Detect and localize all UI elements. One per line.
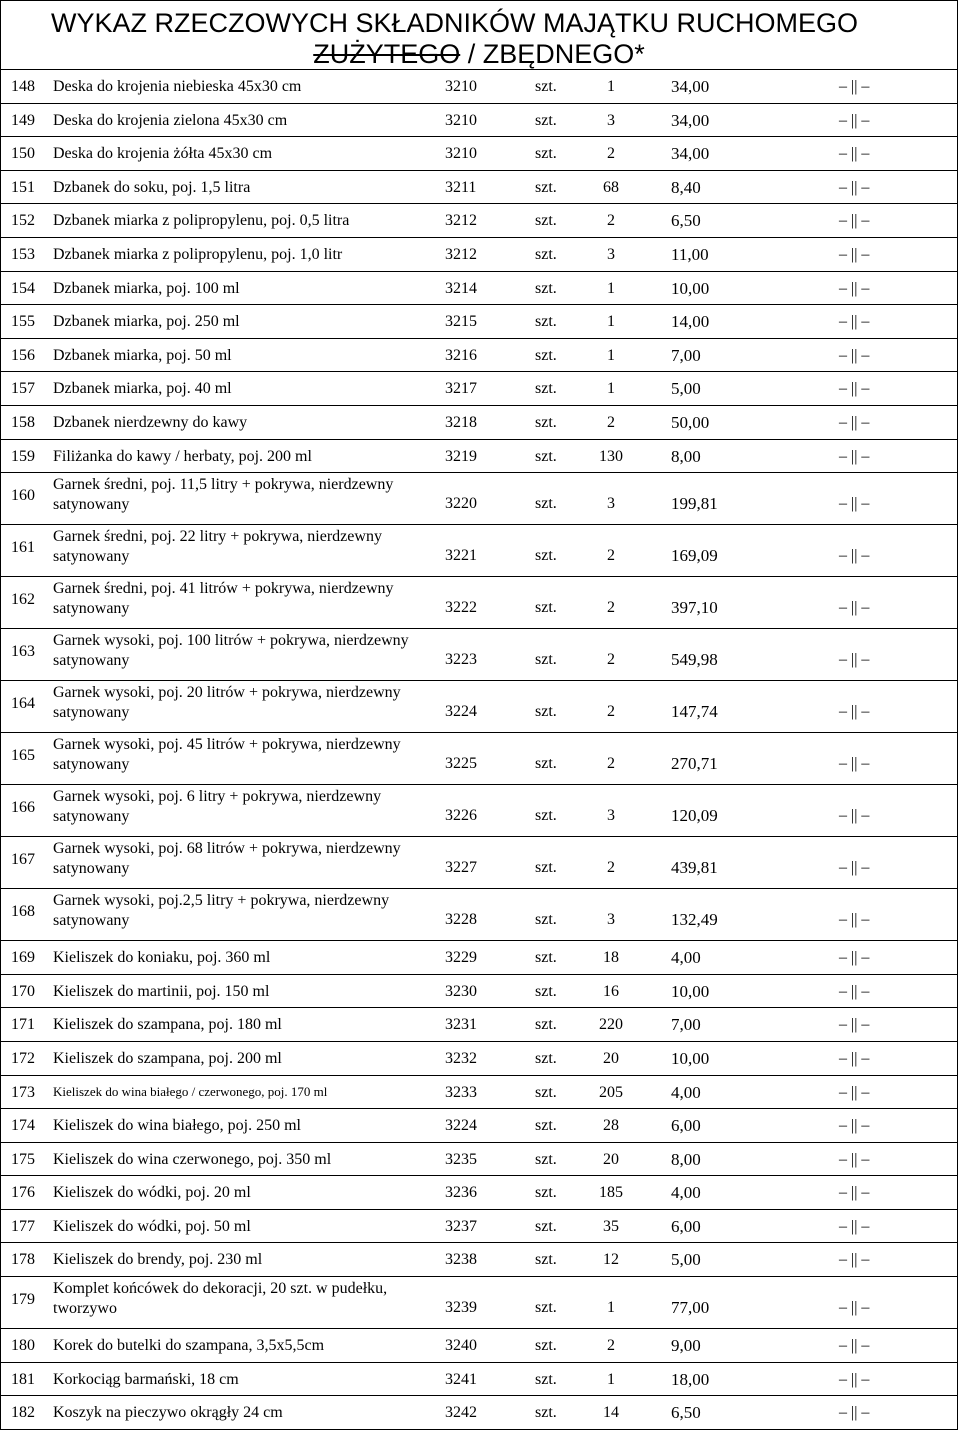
item-unit: szt. (535, 145, 557, 163)
item-index: 3232 (445, 1049, 477, 1067)
item-unit: szt. (535, 447, 557, 465)
item-price: 50,00 (671, 412, 710, 432)
item-quantity: 2 (607, 547, 615, 565)
table-row (0, 104, 958, 138)
item-quantity: 220 (599, 1016, 623, 1034)
item-index: 3223 (445, 651, 477, 669)
item-name: Dzbanek miarka, poj. 50 ml (53, 346, 232, 364)
table-row (0, 406, 958, 440)
row-number: 163 (11, 643, 35, 661)
item-price: 5,00 (671, 1250, 701, 1270)
ditto-mark: – || – (839, 212, 870, 230)
document-header (0, 0, 958, 70)
item-name: Dzbanek miarka z polipropylenu, poj. 1,0 litr (53, 245, 343, 263)
row-number: 168 (11, 903, 35, 921)
ditto-mark: – || – (839, 145, 870, 163)
row-number: 176 (11, 1184, 35, 1202)
ditto-mark: – || – (839, 599, 870, 617)
item-name: Dzbanek miarka, poj. 40 ml (53, 380, 232, 398)
ditto-mark: – || – (839, 1251, 870, 1269)
table-row (0, 525, 958, 577)
item-unit: szt. (535, 859, 557, 877)
item-quantity: 2 (607, 1337, 615, 1355)
item-index: 3224 (445, 703, 477, 721)
item-index: 3229 (445, 949, 477, 967)
subtitle-rest: / ZBĘDNEGO* (460, 39, 645, 69)
item-quantity: 3 (607, 245, 615, 263)
item-index: 3228 (445, 911, 477, 929)
ditto-mark: – || – (839, 1299, 870, 1317)
table-row (0, 629, 958, 681)
item-price: 8,00 (671, 446, 701, 466)
item-name: Deska do krojenia niebieska 45x30 cm (53, 78, 302, 95)
item-unit: szt. (535, 1370, 557, 1388)
ditto-mark: – || – (839, 346, 870, 364)
row-number: 167 (11, 851, 35, 869)
item-quantity: 28 (603, 1117, 619, 1135)
ditto-mark: – || – (839, 1404, 870, 1422)
item-index: 3231 (445, 1016, 477, 1034)
item-unit: szt. (535, 703, 557, 721)
row-number: 161 (11, 539, 35, 557)
row-number: 179 (11, 1291, 35, 1309)
table-row (0, 1396, 958, 1430)
item-index: 3225 (445, 755, 477, 773)
item-quantity: 2 (607, 755, 615, 773)
item-unit: szt. (535, 313, 557, 331)
document-title: WYKAZ RZECZOWYCH SKŁADNIKÓW MAJĄTKU RUCHOMEGO (51, 8, 859, 38)
item-index: 3224 (445, 1117, 477, 1135)
ditto-mark: – || – (839, 1083, 870, 1101)
item-index: 3233 (445, 1083, 477, 1101)
table-row (0, 889, 958, 941)
item-price: 4,00 (671, 1183, 701, 1203)
item-unit: szt. (535, 599, 557, 617)
item-unit: szt. (535, 1217, 557, 1235)
table-row (0, 1076, 958, 1110)
ditto-mark: – || – (839, 547, 870, 565)
item-quantity: 1 (607, 1370, 615, 1388)
item-price: 132,49 (671, 910, 718, 930)
item-name: Dzbanek miarka z polipropylenu, poj. 0,5 litra (53, 212, 350, 230)
item-name: Kieliszek do wódki, poj. 50 ml (53, 1217, 251, 1235)
item-unit: szt. (535, 1251, 557, 1269)
row-number: 177 (11, 1217, 35, 1235)
table-row (0, 204, 958, 238)
item-quantity: 2 (607, 145, 615, 163)
item-quantity: 1 (607, 380, 615, 398)
row-number: 156 (11, 346, 35, 364)
item-name: Garnek wysoki, poj. 20 litrów + pokrywa, nierdzewny satynowany (53, 684, 401, 722)
ditto-mark: – || – (839, 949, 870, 967)
ditto-mark: – || – (839, 245, 870, 263)
ditto-mark: – || – (839, 313, 870, 331)
table-row (0, 1143, 958, 1177)
item-quantity: 1 (607, 313, 615, 331)
item-index: 3235 (445, 1150, 477, 1168)
item-price: 397,10 (671, 598, 718, 618)
item-name: Garnek wysoki, poj. 68 litrów + pokrywa, nierdzewny satynowany (53, 840, 401, 878)
ditto-mark: – || – (839, 1016, 870, 1034)
row-number: 160 (11, 487, 35, 505)
row-number: 164 (11, 695, 35, 713)
item-name: Kieliszek do koniaku, poj. 360 ml (53, 949, 271, 967)
item-name: Korek do butelki do szampana, 3,5x5,5cm (53, 1337, 325, 1355)
item-unit: szt. (535, 807, 557, 825)
item-index: 3240 (445, 1337, 477, 1355)
item-price: 6,00 (671, 1116, 701, 1136)
inventory-table (0, 70, 958, 1430)
item-unit: szt. (535, 982, 557, 1000)
ditto-mark: – || – (839, 1217, 870, 1235)
item-price: 8,00 (671, 1149, 701, 1169)
item-unit: szt. (535, 911, 557, 929)
item-name: Filiżanka do kawy / herbaty, poj. 200 ml (53, 447, 312, 465)
row-number: 170 (11, 982, 35, 1000)
item-name: Garnek wysoki, poj. 45 litrów + pokrywa, nierdzewny satynowany (53, 736, 401, 774)
item-price: 169,09 (671, 546, 718, 566)
item-quantity: 16 (603, 982, 619, 1000)
item-unit: szt. (535, 245, 557, 263)
item-price: 18,00 (671, 1369, 710, 1389)
item-unit: szt. (535, 178, 557, 196)
table-row (0, 1277, 958, 1329)
table-row (0, 681, 958, 733)
item-name: Kieliszek do szampana, poj. 180 ml (53, 1016, 282, 1034)
item-price: 10,00 (671, 981, 710, 1001)
ditto-mark: – || – (839, 1049, 870, 1067)
item-index: 3218 (445, 413, 477, 431)
table-row (0, 70, 958, 104)
item-unit: szt. (535, 755, 557, 773)
table-row (0, 1176, 958, 1210)
ditto-mark: – || – (839, 911, 870, 929)
item-unit: szt. (535, 1083, 557, 1101)
table-row (0, 577, 958, 629)
item-name: Kieliszek do szampana, poj. 200 ml (53, 1049, 282, 1067)
ditto-mark: – || – (839, 447, 870, 465)
table-row (0, 837, 958, 889)
item-price: 4,00 (671, 948, 701, 968)
item-unit: szt. (535, 279, 557, 297)
table-row (0, 1042, 958, 1076)
table-row (0, 238, 958, 272)
item-quantity: 185 (599, 1184, 623, 1202)
table-row (0, 1243, 958, 1277)
item-unit: szt. (535, 1299, 557, 1317)
struck-word: ZUŻYTEGO (313, 39, 461, 69)
table-row (0, 272, 958, 306)
item-unit: szt. (535, 1150, 557, 1168)
ditto-mark: – || – (839, 111, 870, 129)
item-name: Kieliszek do martinii, poj. 150 ml (53, 982, 270, 1000)
item-price: 4,00 (671, 1082, 701, 1102)
item-quantity: 3 (607, 495, 615, 513)
item-price: 439,81 (671, 858, 718, 878)
item-price: 6,50 (671, 211, 701, 231)
item-unit: szt. (535, 1184, 557, 1202)
item-quantity: 205 (599, 1083, 623, 1101)
item-name: Korkociąg barmański, 18 cm (53, 1370, 239, 1388)
item-quantity: 2 (607, 413, 615, 431)
item-index: 3210 (445, 145, 477, 163)
item-quantity: 20 (603, 1150, 619, 1168)
item-price: 34,00 (671, 110, 710, 130)
item-name: Kieliszek do wina białego, poj. 250 ml (53, 1117, 301, 1135)
item-name: Deska do krojenia żółta 45x30 cm (53, 145, 273, 163)
ditto-mark: – || – (839, 1150, 870, 1168)
item-index: 3212 (445, 245, 477, 263)
ditto-mark: – || – (839, 1370, 870, 1388)
item-name: Garnek wysoki, poj.2,5 litry + pokrywa, nierdzewny satynowany (53, 892, 390, 930)
item-name: Kieliszek do brendy, poj. 230 ml (53, 1251, 263, 1269)
row-number: 162 (11, 591, 35, 609)
item-unit: szt. (535, 651, 557, 669)
item-index: 3227 (445, 859, 477, 877)
item-unit: szt. (535, 949, 557, 967)
item-quantity: 1 (607, 78, 615, 95)
ditto-mark: – || – (839, 495, 870, 513)
ditto-mark: – || – (839, 1184, 870, 1202)
item-price: 120,09 (671, 806, 718, 826)
item-quantity: 2 (607, 212, 615, 230)
item-price: 10,00 (671, 1048, 710, 1068)
table-row (0, 1008, 958, 1042)
table-row (0, 305, 958, 339)
ditto-mark: – || – (839, 651, 870, 669)
row-number: 159 (11, 447, 35, 465)
row-number: 175 (11, 1150, 35, 1168)
item-unit: szt. (535, 380, 557, 398)
item-unit: szt. (535, 111, 557, 129)
item-quantity: 2 (607, 859, 615, 877)
item-price: 6,00 (671, 1216, 701, 1236)
item-unit: szt. (535, 346, 557, 364)
table-row (0, 372, 958, 406)
item-unit: szt. (535, 1049, 557, 1067)
item-index: 3211 (445, 178, 477, 196)
item-price: 147,74 (671, 702, 718, 722)
item-price: 199,81 (671, 494, 718, 514)
item-quantity: 2 (607, 703, 615, 721)
item-unit: szt. (535, 1117, 557, 1135)
item-unit: szt. (535, 1016, 557, 1034)
table-row (0, 339, 958, 373)
row-number: 157 (11, 380, 35, 398)
table-row (0, 1363, 958, 1397)
ditto-mark: – || – (839, 755, 870, 773)
row-number: 153 (11, 245, 35, 263)
row-number: 150 (11, 145, 35, 163)
item-index: 3212 (445, 212, 477, 230)
item-index: 3230 (445, 982, 477, 1000)
item-quantity: 18 (603, 949, 619, 967)
item-index: 3236 (445, 1184, 477, 1202)
ditto-mark: – || – (839, 1337, 870, 1355)
item-name: Garnek średni, poj. 41 litrów + pokrywa, nierdzewny satynowany (53, 580, 394, 618)
item-unit: szt. (535, 1404, 557, 1422)
item-index: 3238 (445, 1251, 477, 1269)
ditto-mark: – || – (839, 859, 870, 877)
row-number: 182 (11, 1404, 35, 1422)
item-quantity: 20 (603, 1049, 619, 1067)
item-unit: szt. (535, 547, 557, 565)
item-quantity: 1 (607, 346, 615, 364)
row-number: 174 (11, 1117, 35, 1135)
row-number: 165 (11, 747, 35, 765)
row-number: 173 (11, 1083, 35, 1101)
item-index: 3237 (445, 1217, 477, 1235)
item-unit: szt. (535, 1337, 557, 1355)
item-price: 34,00 (671, 77, 710, 96)
item-price: 14,00 (671, 312, 710, 332)
item-unit: szt. (535, 495, 557, 513)
item-price: 270,71 (671, 754, 718, 774)
table-row (0, 1109, 958, 1143)
table-row (0, 473, 958, 525)
row-number: 180 (11, 1337, 35, 1355)
item-name: Komplet końcówek do dekoracji, 20 szt. w pudełku, tworzywo (53, 1280, 388, 1318)
item-name: Kieliszek do wina białego / czerwonego, poj. 170 ml (53, 1083, 328, 1099)
item-price: 10,00 (671, 278, 710, 298)
row-number: 166 (11, 799, 35, 817)
table-row (0, 975, 958, 1009)
item-index: 3217 (445, 380, 477, 398)
item-index: 3221 (445, 547, 477, 565)
item-price: 5,00 (671, 379, 701, 399)
row-number: 155 (11, 313, 35, 331)
item-name: Dzbanek do soku, poj. 1,5 litra (53, 178, 251, 196)
ditto-mark: – || – (839, 1117, 870, 1135)
item-name: Kieliszek do wina czerwonego, poj. 350 ml (53, 1150, 332, 1168)
table-row (0, 785, 958, 837)
item-price: 6,50 (671, 1403, 701, 1423)
item-price: 34,00 (671, 144, 710, 164)
item-name: Garnek średni, poj. 11,5 litry + pokrywa, nierdzewny satynowany (53, 476, 394, 514)
ditto-mark: – || – (839, 703, 870, 721)
item-unit: szt. (535, 78, 557, 95)
item-unit: szt. (535, 212, 557, 230)
table-row (0, 171, 958, 205)
item-index: 3241 (445, 1370, 477, 1388)
item-index: 3220 (445, 495, 477, 513)
item-index: 3210 (445, 78, 477, 95)
row-number: 178 (11, 1251, 35, 1269)
item-index: 3216 (445, 346, 477, 364)
item-name: Garnek wysoki, poj. 100 litrów + pokrywa, nierdzewny satynowany (53, 632, 409, 670)
item-name: Dzbanek miarka, poj. 100 ml (53, 279, 240, 297)
table-row (0, 137, 958, 171)
item-index: 3215 (445, 313, 477, 331)
item-quantity: 3 (607, 911, 615, 929)
item-price: 9,00 (671, 1336, 701, 1356)
item-name: Garnek średni, poj. 22 litry + pokrywa, nierdzewny satynowany (53, 528, 382, 566)
item-name: Deska do krojenia zielona 45x30 cm (53, 111, 288, 129)
table-row (0, 440, 958, 474)
item-name: Koszyk na pieczywo okrągły 24 cm (53, 1404, 283, 1422)
item-quantity: 2 (607, 599, 615, 617)
ditto-mark: – || – (839, 807, 870, 825)
item-index: 3222 (445, 599, 477, 617)
item-index: 3239 (445, 1299, 477, 1317)
row-number: 181 (11, 1370, 35, 1388)
table-row (0, 733, 958, 785)
item-index: 3226 (445, 807, 477, 825)
item-quantity: 1 (607, 279, 615, 297)
row-number: 169 (11, 949, 35, 967)
item-price: 7,00 (671, 345, 701, 365)
item-name: Garnek wysoki, poj. 6 litry + pokrywa, nierdzewny satynowany (53, 788, 382, 826)
item-quantity: 1 (607, 1299, 615, 1317)
item-index: 3219 (445, 447, 477, 465)
document-subtitle (1, 39, 957, 69)
item-quantity: 12 (603, 1251, 619, 1269)
ditto-mark: – || – (839, 279, 870, 297)
row-number: 152 (11, 212, 35, 230)
table-row (0, 1210, 958, 1244)
item-price: 11,00 (671, 244, 709, 264)
item-quantity: 2 (607, 651, 615, 669)
table-row (0, 1329, 958, 1363)
ditto-mark: – || – (839, 380, 870, 398)
item-price: 8,40 (671, 177, 701, 197)
item-unit: szt. (535, 413, 557, 431)
item-price: 549,98 (671, 650, 718, 670)
item-quantity: 130 (599, 447, 623, 465)
item-price: 7,00 (671, 1015, 701, 1035)
item-index: 3242 (445, 1404, 477, 1422)
row-number: 151 (11, 178, 35, 196)
row-number: 158 (11, 413, 35, 431)
ditto-mark: – || – (839, 78, 870, 95)
item-quantity: 14 (603, 1404, 619, 1422)
item-index: 3214 (445, 279, 477, 297)
row-number: 149 (11, 111, 35, 129)
ditto-mark: – || – (839, 982, 870, 1000)
item-quantity: 68 (603, 178, 619, 196)
row-number: 172 (11, 1049, 35, 1067)
row-number: 148 (11, 78, 35, 95)
item-name: Dzbanek nierdzewny do kawy (53, 413, 248, 431)
row-number: 154 (11, 279, 35, 297)
ditto-mark: – || – (839, 178, 870, 196)
item-name: Dzbanek miarka, poj. 250 ml (53, 313, 240, 331)
item-index: 3210 (445, 111, 477, 129)
item-quantity: 35 (603, 1217, 619, 1235)
item-name: Kieliszek do wódki, poj. 20 ml (53, 1184, 251, 1202)
ditto-mark: – || – (839, 413, 870, 431)
item-quantity: 3 (607, 111, 615, 129)
item-quantity: 3 (607, 807, 615, 825)
row-number: 171 (11, 1016, 35, 1034)
table-row (0, 941, 958, 975)
item-price: 77,00 (671, 1298, 710, 1318)
